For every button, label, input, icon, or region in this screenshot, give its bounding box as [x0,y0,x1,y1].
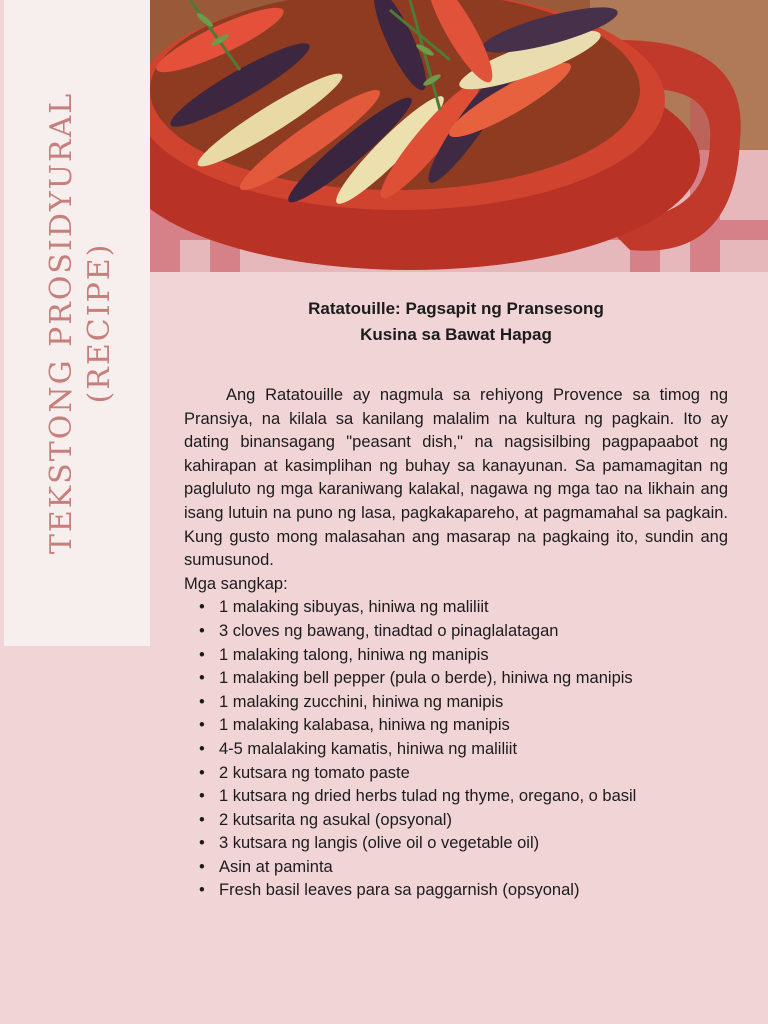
ingredient-item: • Fresh basil leaves para sa paggarnish (opsyonal) [219,879,728,903]
ingredient-item: • 4-5 malalaking kamatis, hiniwa ng maliliit [219,738,728,762]
recipe-content [184,296,728,903]
ingredient-item: • 2 kutsara ng tomato paste [219,762,728,786]
ingredient-item: • Asin at paminta [219,856,728,880]
recipe-title-line2: Kusina sa Bawat Hapag [360,325,552,344]
ingredient-item: • 1 malaking bell pepper (pula o berde), hiniwa ng manipis [219,667,728,691]
ratatouille-photo [150,0,768,272]
ingredient-item: • 2 kutsarita ng asukal (opsyonal) [219,809,728,833]
side-title [43,92,119,554]
ingredients-list [184,596,728,903]
recipe-title [184,296,728,348]
side-title-line1: TEKSTONG PROSIDYURAL [44,91,79,555]
ingredient-item: • 1 malaking sibuyas, hiniwa ng maliliit [219,596,728,620]
ratatouille-dish-icon [150,0,768,272]
ingredient-item: • 3 cloves ng bawang, tinadtad o pinaglalatagan [219,620,728,644]
recipe-title-line1: Ratatouille: Pagsapit ng Pransesong [308,299,604,318]
ingredient-item: • 1 malaking zucchini, hiniwa ng manipis [219,691,728,715]
side-panel [4,0,150,646]
ingredient-item: • 1 malaking kalabasa, hiniwa ng manipis [219,714,728,738]
ingredients-heading: Mga sangkap: [184,574,288,593]
recipe-intro: Ang Ratatouille ay nagmula sa rehiyong Provence sa timog ng Pransiya, na kilala sa kanilang malalim na kultura ng pagkain. Ito ay dating binansagang "peasant dish," na nagsisilbing pagpapaabot ng kahirapan at kasimplihan ng buhay sa kanayunan. Sa pamamagitan ng pagluluto ng mga karaniwang kalakal, nagawa ng mga tao na likhain ang isang lutuin na puno ng lasa, pagkakapareho, at pagmamahal sa pagkain. Kung gusto mong malasahan ang masarap na pagkaing ito, sundin ang sumusunod. [184,386,728,570]
side-title-line2: (RECIPE) [82,242,117,404]
ingredient-item: • 1 malaking talong, hiniwa ng manipis [219,644,728,668]
ingredient-item: • 3 kutsara ng langis (olive oil o vegetable oil) [219,832,728,856]
ingredient-item: • 1 kutsara ng dried herbs tulad ng thyme, oregano, o basil [219,785,728,809]
